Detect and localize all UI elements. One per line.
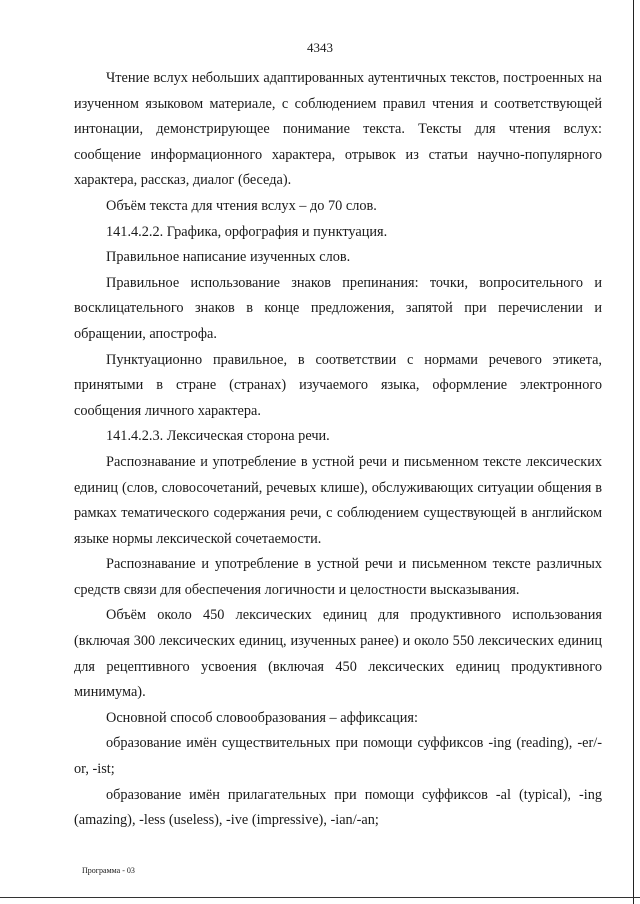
page-number: 4343: [307, 40, 333, 55]
paragraph-lexical-units: Распознавание и употребление в устной речи и письменном тексте лексических единиц (слов, словосочетаний, речевых клише), обслуживающих ситуации общения в рамках тематического содержания речи, с соблюдением существующей в английском языке нормы лексической сочетаемости.: [74, 453, 602, 547]
paragraph-word-formation: Основной способ словообразования – аффиксация:: [106, 709, 418, 726]
paragraph-noun-suffixes: образование имён существительных при помощи суффиксов -ing (reading), -er/-or, -ist;: [74, 735, 602, 778]
scan-edge-bottom: [0, 897, 640, 898]
paragraph-adjective-suffixes: образование имён прилагательных при помощи суффиксов -al (typical), -ing (amazing), -less (useless), -ive (impressive), -ian/-an;: [74, 786, 602, 829]
paragraph-vocabulary-volume: Объём около 450 лексических единиц для продуктивного использования (включая 300 лексических единиц, изученных ранее) и около 550 лексических единиц для рецептивного усвоения (включая 450 лексических единиц продуктивного минимума).: [74, 607, 602, 701]
scan-edge-right: [633, 0, 634, 904]
document-body: [74, 66, 602, 834]
paragraph-text-volume: Объём текста для чтения вслух – до 70 слов.: [106, 197, 377, 214]
paragraph-spelling: Правильное написание изученных слов.: [106, 249, 351, 266]
page-footer: Программа - 03: [82, 866, 135, 875]
paragraph-reading-aloud: Чтение вслух небольших адаптированных аутентичных текстов, построенных на изученном языковом материале, с соблюдением правил чтения и соответствующей интонации, демонстрирующее понимание текста. Тексты для чтения вслух: сообщение информационного характера, отрывок из статьи научно-популярного характера, рассказ, диалог (беседа).: [74, 70, 602, 189]
section-heading-lexical: 141.4.2.3. Лексическая сторона речи.: [106, 428, 330, 445]
paragraph-punctuation: Правильное использование знаков препинания: точки, вопросительного и восклицательного знаков в конце предложения, запятой при перечислении и обращении, апострофа.: [74, 274, 602, 342]
paragraph-linking-devices: Распознавание и употребление в устной речи и письменном тексте различных средств связи для обеспечения логичности и целостности высказывания.: [74, 556, 602, 598]
paragraph-email-punctuation: Пунктуационно правильное, в соответствии с нормами речевого этикета, принятыми в стране (странах) изучаемого языка, оформление электронного сообщения личного характера.: [74, 351, 602, 419]
section-heading-graphics: 141.4.2.2. Графика, орфография и пунктуация.: [106, 223, 388, 240]
